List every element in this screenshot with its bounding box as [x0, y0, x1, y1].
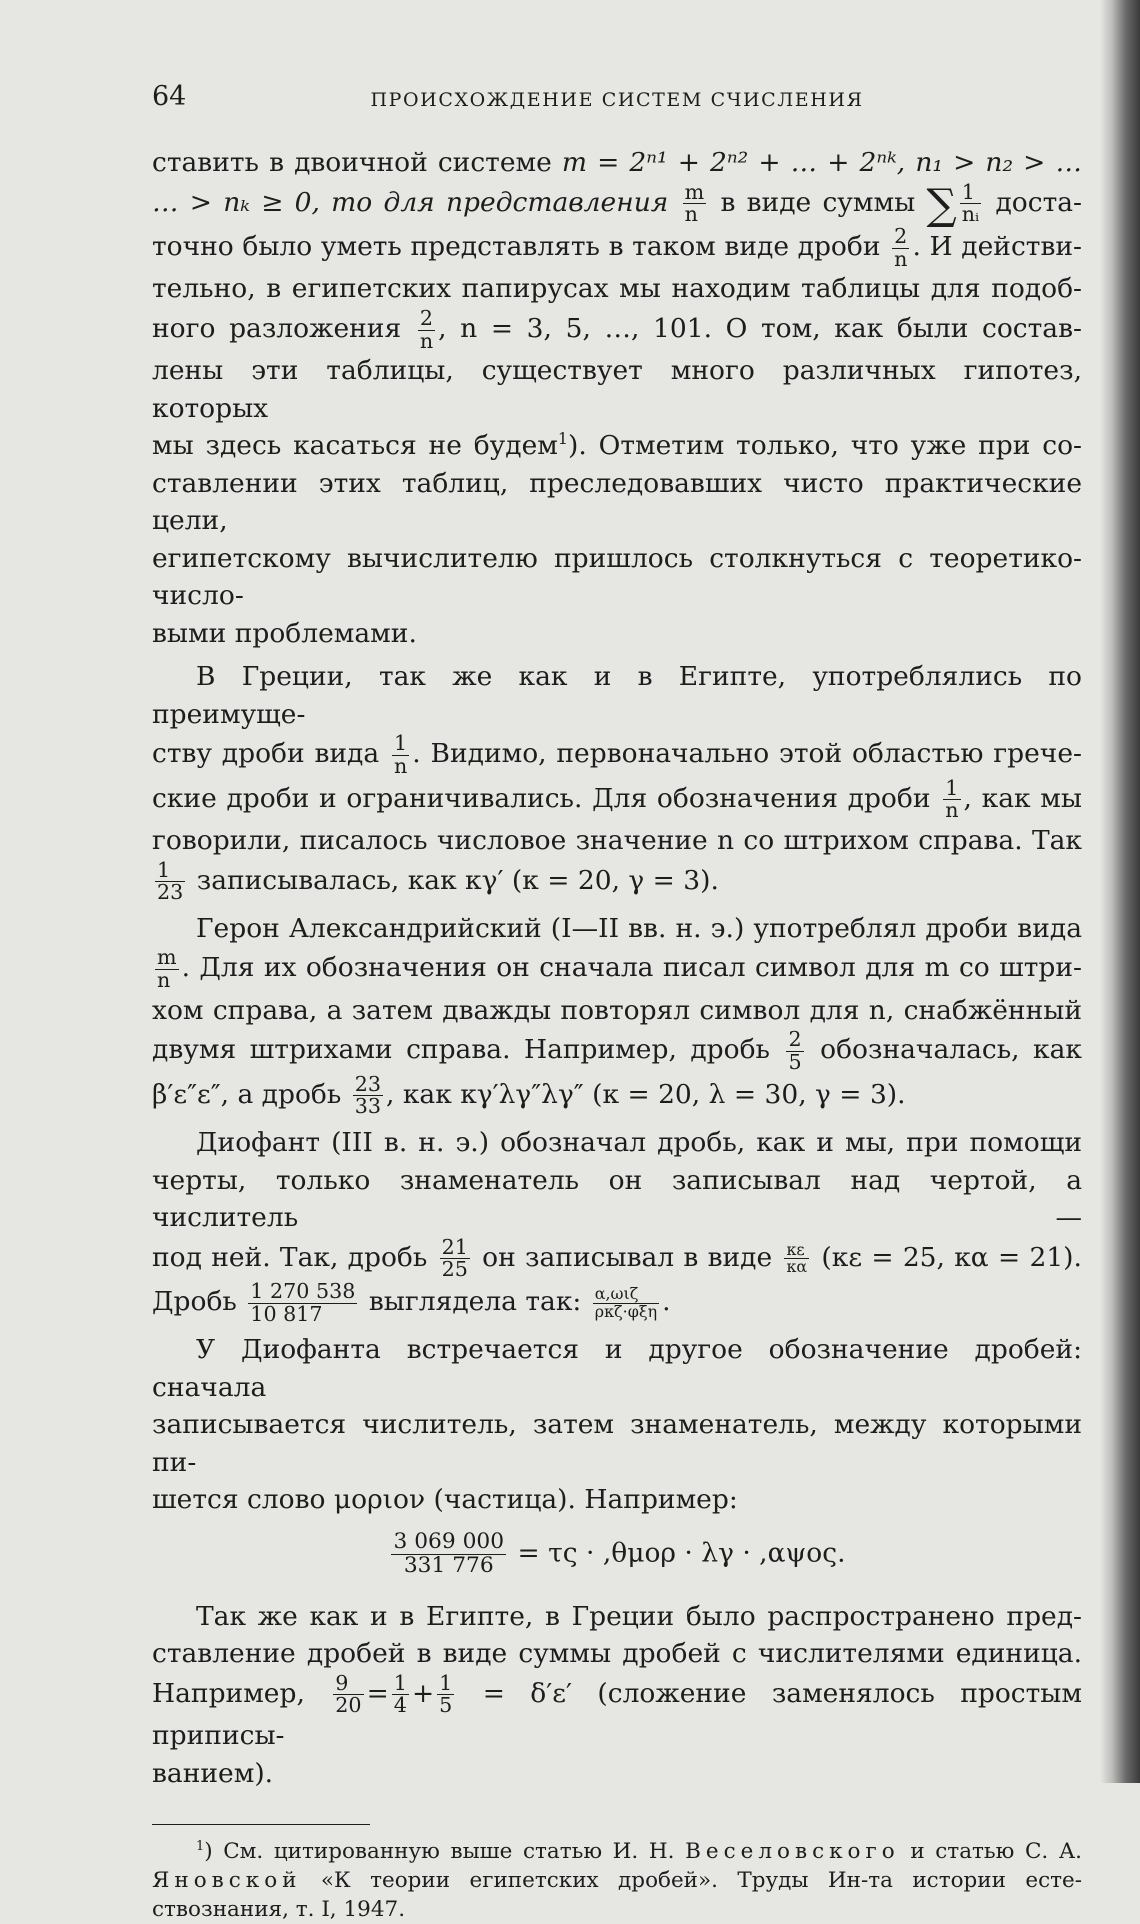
- text-line: Например, $\frac{9}{20}$ = $\frac{1}{4}$ + $\frac{1}{5}$ = δ′ε′ (сложение заменялось простым приписы-: [152, 1670, 1082, 1751]
- greek-fraction: $\frac{\kappa\varepsilon}{\kappa\alpha}$: [786, 1239, 808, 1277]
- footnote-author: Яновской: [152, 1868, 302, 1893]
- greek-fraction: $\frac{\text{α,ωιζ}}{\text{ρκζ·φξη}}$: [594, 1284, 658, 1321]
- text-line: ванием).: [152, 1757, 274, 1789]
- footnote: $^1$) См. цитированную выше статью И. Н. Веселовского и статью С. А. Яновской «К теории египетских дробей». Труды Ин-та истории есте- ствознания, т. I, 1947.: [152, 1838, 1083, 1922]
- page-number: 64: [152, 81, 187, 112]
- sum-symbol: ∑: [926, 179, 957, 229]
- text-line: В Греции, так же как и в Египте, употреблялись по преимуще-: [152, 661, 1082, 730]
- footnote-author: Веселовского: [685, 1839, 900, 1864]
- footnote-marker: 1: [196, 1838, 205, 1854]
- fraction: $\frac{9}{20}$: [335, 1670, 362, 1718]
- fraction: $\frac{21}{25}$: [441, 1234, 468, 1282]
- fraction: $\frac{m}{n}$: [684, 179, 705, 227]
- text-line: У Диофанта встречается и другое обозначение дробей: сначала: [152, 1334, 1082, 1403]
- greek-notation: = τς · ,θμορ · λγ · ,αψος.: [517, 1537, 846, 1569]
- book-spine-shadow: [1100, 0, 1140, 1783]
- text-line: записывается числитель, затем знаменатель, между которыми пи-: [152, 1409, 1082, 1478]
- text-line: ставление дробей в виде суммы дробей с числителями единица.: [152, 1638, 1082, 1670]
- fraction: $\frac{1}{n}$: [945, 775, 959, 823]
- fraction: $\frac{23}{33}$: [354, 1071, 382, 1119]
- text-line: черты, только знаменатель он записывал над чертой, а числитель —: [152, 1164, 1082, 1234]
- text-line: Диофант (III в. н. э.) обозначал дробь, как и мы, при помощи: [196, 1127, 1082, 1159]
- running-title: ПРОИСХОЖДЕНИЕ СИСТЕМ СЧИСЛЕНИЯ: [370, 89, 864, 111]
- text-line: мы здесь касаться не будем$^1$). Отметим только, что уже при со-: [152, 429, 1082, 462]
- text-line: выми проблемами.: [152, 617, 417, 649]
- fraction: $\frac{3 069 000}{331 776}$: [393, 1528, 505, 1578]
- text-line: $\frac{1}{23}$ записывалась, как κγ′ (κ = 20, γ = 3).: [157, 857, 719, 905]
- fraction: $\frac{2}{5}$: [788, 1027, 802, 1075]
- text-line: египетскому вычислителю пришлось столкнуться с теоретико-число-: [152, 542, 1082, 612]
- footnote-divider: [152, 1824, 370, 1825]
- text-line: лены эти таблицы, существует много различных гипотез, которых: [152, 355, 1082, 424]
- text-line: хом справа, а затем дважды повторял символ для n, снабжённый: [152, 994, 1082, 1026]
- text-line: ставить в двоичной системе m = 2ⁿ¹ + 2ⁿ² + … + 2ⁿᵏ, n₁ > n₂ > …: [152, 147, 1082, 178]
- display-formula: [152, 1528, 1082, 1578]
- fraction: $\frac{1}{4}$: [393, 1670, 407, 1718]
- paragraph-3: [152, 910, 1082, 1118]
- text-line: Герон Александрийский (I—II вв. н. э.) употреблял дроби вида: [196, 912, 1082, 944]
- running-header: [152, 78, 1082, 118]
- fraction: $\frac{1 270 538}{10 817}$: [250, 1279, 356, 1326]
- text-line: под ней. Так, дробь $\frac{21}{25}$ он записывал в виде $\frac{\kappa\varepsilon}{\kappa\alpha}$ (κε = 25, κα = 21).: [152, 1234, 1082, 1282]
- text-line: Дробь $\frac{1 270 538}{10 817}$ выглядела так: $\frac{\text{α,ωιζ}}{\text{ρκζ·φξη}}$ .: [152, 1279, 671, 1326]
- fraction: $\frac{1}{5}$: [439, 1670, 453, 1718]
- paragraph-6: [152, 1598, 1082, 1792]
- footnote-ref[interactable]: 1: [557, 429, 569, 449]
- paragraph-4: [152, 1124, 1082, 1325]
- text-line: … > nₖ ≥ 0, то для представления $\frac{m}{n}$ в виде суммы ∑ $\frac{1}{\text{nᵢ}}$ доста-: [152, 179, 1082, 229]
- text-line: ские дроби и ограничивались. Для обозначения дроби $\frac{1}{n}$ , как мы: [152, 775, 1082, 823]
- text-line: Так же как и в Египте, в Греции было распространено пред-: [196, 1600, 1082, 1632]
- text-line: ству дроби вида $\frac{1}{n}$ . Видимо, первоначально этой областью грече-: [152, 731, 1082, 778]
- fraction: $\frac{2}{n}$: [419, 305, 434, 353]
- text-line: двумя штрихами справа. Например, дробь $\frac{2}{5}$ обозначалась, как: [152, 1027, 1082, 1075]
- fraction: $\frac{1}{n}$: [393, 731, 408, 778]
- formula: m = 2ⁿ¹ + 2ⁿ² + … + 2ⁿᵏ, n₁ > n₂ > …: [561, 147, 1082, 178]
- book-page: [152, 78, 1082, 1924]
- text-line: тельно, в египетских папирусах мы находим таблицы для подоб-: [152, 273, 1082, 305]
- text-line: шется слово μοριον (частица). Например:: [152, 1484, 738, 1516]
- text-line: ного разложения $\frac{2}{n}$ , n = 3, 5, …, 101. О том, как были состав-: [152, 305, 1082, 353]
- fraction: $\frac{1}{\text{nᵢ}}$: [961, 179, 980, 227]
- text-line: $\frac{m}{n}$ . Для их обозначения он сначала писал символ для m со штри-: [157, 945, 1082, 993]
- text-line: говорили, писалось числовое значение n со штрихом справа. Так: [152, 825, 1082, 857]
- fraction: $\frac{1}{23}$: [157, 857, 184, 905]
- paragraph-1: [152, 144, 1082, 652]
- paragraph-2: [152, 658, 1082, 904]
- fraction: $\frac{2}{n}$: [894, 223, 908, 271]
- text-line: точно было уметь представлять в таком виде дроби $\frac{2}{n}$ . И действи-: [152, 223, 1082, 271]
- paragraph-5: [152, 1331, 1082, 1519]
- text-line: ставлении этих таблиц, преследовавших чисто практические цели,: [152, 467, 1082, 537]
- text-line: β′ε″ε″, а дробь $\frac{23}{33}$ , как κγ′λγ″λγ″ (κ = 20, λ = 30, γ = 3).: [152, 1071, 906, 1119]
- fraction: $\frac{m}{n}$: [157, 945, 177, 993]
